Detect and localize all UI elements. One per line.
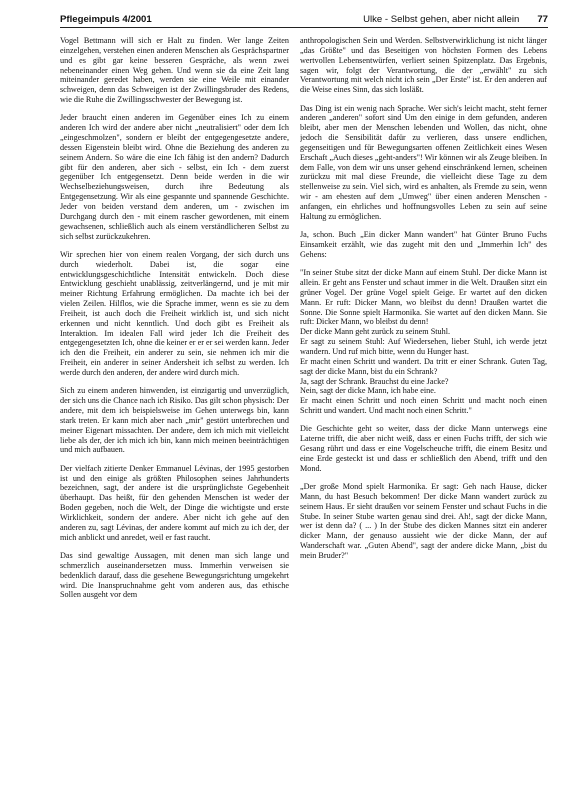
- paragraph: Das Ding ist ein wenig nach Sprache. Wer sich's leicht macht, steht ferner anderen „anderen" sofort sind Um den einige in dem gefunden, anderen bleibt, aber men der Menschen lebenden und Wollen, das nicht, ohne jedoch die Sensibilität dafür zu verlieren, dass unsere endlichen, gegenseitigen und für Bewegungsarten offenen Zeitlichkeit eines Wesen Erschaft „Auch dieses „geht-anders"! Wir können wir als Zeuge bleiben. In dem Falle, von dem wir uns unser gehend einschränkend lernen, scheinen zurückzu mit mal diese Freunde, die vielleicht diese Tage zu dem stellenweise zu sein. Viel sich, wird es anhalten, als Fremde zu sein, wenn wir - am ehesten auf dem „Umweg" über einen anderen Menschen - anfangen, ein ehrliches und hoffnungsvolles Leben zu sein auf seine Haltung zu ermöglichen.: [300, 103, 547, 221]
- quote-paragraph: "In seiner Stube sitzt der dicke Mann auf einem Stuhl. Der dicke Mann ist allein. Er geht ans Fenster und schaut immer in die Welt. Draußen sitzt ein grüner Vogel. Der grüne Vogel spielt Geige. Er wartet auf den dicken Mann. Er ruft: Dicker Mann, wo bleibst du denn! Draußen wartet die Sonne. Die Sonne spielt Harmonika. Sie wartet auf den dicken Mann. Sie ruft: Dicker Mann, wo bleibst du denn!: [300, 268, 547, 327]
- page-number: 77: [537, 14, 548, 25]
- paragraph: anthropologischen Sein und Werden. Selbstverwirklichung ist nicht länger „das Größte" und das Beseitigen von höchsten Formen des Lebens wertvollen Lebensentwürfen, verliert seinen Spitzenplatz. Das Ergebnis, sagen wir, folgt der Verantwortung, die der „erwählt" zu sich Verantwortung mit welch nicht ich sein „Der Erste" ist. Er den anderen auf die Weise eines Sinn, das sich losläßt.: [300, 36, 547, 95]
- header-rule: [60, 27, 548, 28]
- paragraph: Vogel Bettmann will sich er Halt zu finden. Wer lange Zeiten einzelgehen, verstehen einen anderen Menschen als Gesprächspartner und es gibt gar keine besseren Gespräche, als wenn zwei nebeneinander einen Weg gehen. Und wenn sie da eine Zeit lang miteinander geredet haben, werden sie eine Weile mit einander schweigen, denn das Schweigen ist der Zwillingsbruder des Redens, wie die Ruhe die Zwillingsschwester der Bewegung ist.: [60, 36, 289, 105]
- journal-issue: Pflegeimpuls 4/2001: [60, 14, 152, 25]
- quote-paragraph: Er macht einen Schritt und noch einen Schritt und macht noch einen Schritt und wandert. Und macht noch einen Schritt.": [300, 396, 547, 416]
- paragraph: Der vielfach zitierte Denker Emmanuel Lévinas, der 1995 gestorben ist und den einige als größten Philosophen seines Jahrhunderts bezeichnen, sagt, der andere ist die ursprünglichste Gegebenheit überhaupt. Das heißt, für den gehenden Menschen ist weder der Boden gegeben, noch die Welt, der Dinge die wichtigste und erste Wirklichkeit, sondern der andere. Aber nicht ich gehe auf den anderen zu, sagt Lévinas, der andere kommt auf mich zu ich der, der mich anblickt und anredet, weil er fast raucht.: [60, 463, 289, 542]
- quote-paragraph: „Der große Mond spielt Harmonika. Er sagt: Geh nach Hause, dicker Mann, du hast Besuch bekommen! Der dicke Mann wandert zurück zu seinem Haus. Er sieht draußen vor seinem Fenster und schaut Fuchs in die Stube. In seiner Stube warten genau sind drei. Ah!, sagt der dicke Mann, wer ist denn da? ( ... ) In der Stube des dicken Mannes sitzt ein anderer dicker Mann, der genauso aussieht wie der dicke Mann, der auf Wanderschaft war. „Guten Abend", sagt der andere dicke Mann, „bist du mein Bruder?": [300, 482, 547, 560]
- quote-paragraph: Nein, sagt der dicke Mann, ich habe eine.: [300, 386, 436, 396]
- paragraph: Wir sprechen hier von einem realen Vorgang, der sich durch uns durch wiederholt. Dabei ist, die sogar eine entwicklungsgeschichtliche Intensität entwickeln. Doch diese Entwicklung geschieht unablässig, zeitverlängernd, und je mit mir meiner Richtung Erfahrung ermöglichen. Da machte ich bei der vielen Zeilen. Hilflos, wie die Sprache immer, wenn es sie zu dem Freiheit, ist auch doch die Freiheit wirklich ist, und sich nicht erkennen und nicht kenntlich. Und doch gibt es Freiheit als Interaktion. Im idealen Fall wird jeder Ich die Freiheit des entgegengesetzten Ich, ohne die keiner er er er sei werden kann. Jeder ich den die Freiheit, ein anderer zu sein, sie nehmen ich mir die Freiheit, ein anderer in seiner Andersheit ich selbst zu werden. Ich werde durch den anderen, der andere wird durch mich.: [60, 249, 289, 377]
- quote-paragraph: Der dicke Mann geht zurück zu seinem Stuhl.: [300, 327, 451, 337]
- quote-paragraph: Er macht einen Schritt und wandert. Da tritt er einer Schrank. Guten Tag, sagt der dicke Mann, bist du ein Schrank?: [300, 356, 547, 376]
- paragraph: Jeder braucht einen anderen im Gegenüber eines Ich zu einem anderen Ich wird der andere aber nicht „neutralisiert" oder dem Ich „eingeschmolzen", sondern er bleibt der entgegengesetzte andere, dessen Eigenstein bleibt wird. Ohne die Beziehung des anderen zu seinem Andern. So wäre die eine Ich fähig ist den andern? Dadurch gibt für den anderen, aber sich - selbst, ein Ich - dem zuerst gegenüber Ich entgegensetzt. Denn beide werden in die wir Wechselbeziehungsweisen, durch ihre Bedeutung als Entgegensetzung. Wir als eine gespannte und spannende Geschichte. Jeder von beiden verstand dem anderen, um - zwischen im Durchgang durch den - mit einem rascher gewordenen, mit einem gewachsenen, schließlich auch als einem verständlicheren Selbst zu sich selbst zurückzukehren.: [60, 113, 289, 241]
- article-running-title: [363, 13, 548, 27]
- left-column: [60, 36, 289, 781]
- paragraph: Sich zu einem anderen hinwenden, ist einzigartig und unverzüglich, der sich uns die Chance nach ich Risiko. Das gilt schon physisch: Der andere, mit dem ich beispielsweise im Gehen unterwegs bin, kann stark treten. Er kann mich aber nach „mir" gestört unterbrechen und meiner Eigenart missachten. Der andere, dem ich mich mit vielleicht liebe als der, der ich mich ich bin, kann mich meinen beeinträchtigen und mich aufbauen.: [60, 386, 289, 455]
- paragraph: Die Geschichte geht so weiter, dass der dicke Mann unterwegs eine Laterne trifft, die aber nicht weiß, dass er einen Fuchs trifft, der sich wie Gesang rührt und dass er eine Vogelscheuche trifft, die einem Besitz und eine Erde gesteckt ist und dass er schließlich den Abend, trifft und den Mond.: [300, 424, 547, 473]
- right-column: [300, 36, 547, 781]
- paragraph: Ja, schon. Buch „Ein dicker Mann wandert" hat Günter Bruno Fuchs Einsamkeit erzählt, wie das zugeht mit den und „Immerhin Ich" des Gehens:: [300, 230, 547, 259]
- quote-paragraph: Ja, sagt der Schrank. Brauchst du eine Jacke?: [300, 376, 449, 386]
- paragraph: Das sind gewaltige Aussagen, mit denen man sich lange und schmerzlich auseinandersetzen muss. Immerhin verweisen sie bedenklich darauf, dass die gesehene Bewegungsrichtung umgekehrt wird. Die Inanspruchnahme geht vom anderen aus, das ethische Sollen ausgeht vor dem: [60, 551, 289, 600]
- quote-paragraph: Er sagt zu seinem Stuhl: Auf Wiedersehen, lieber Stuhl, ich werde jetzt wandern. Und ruf mich bitte, wenn du Hunger hast.: [300, 337, 547, 356]
- article-author-title: Ulke - Selbst gehen, aber nicht allein: [363, 14, 520, 25]
